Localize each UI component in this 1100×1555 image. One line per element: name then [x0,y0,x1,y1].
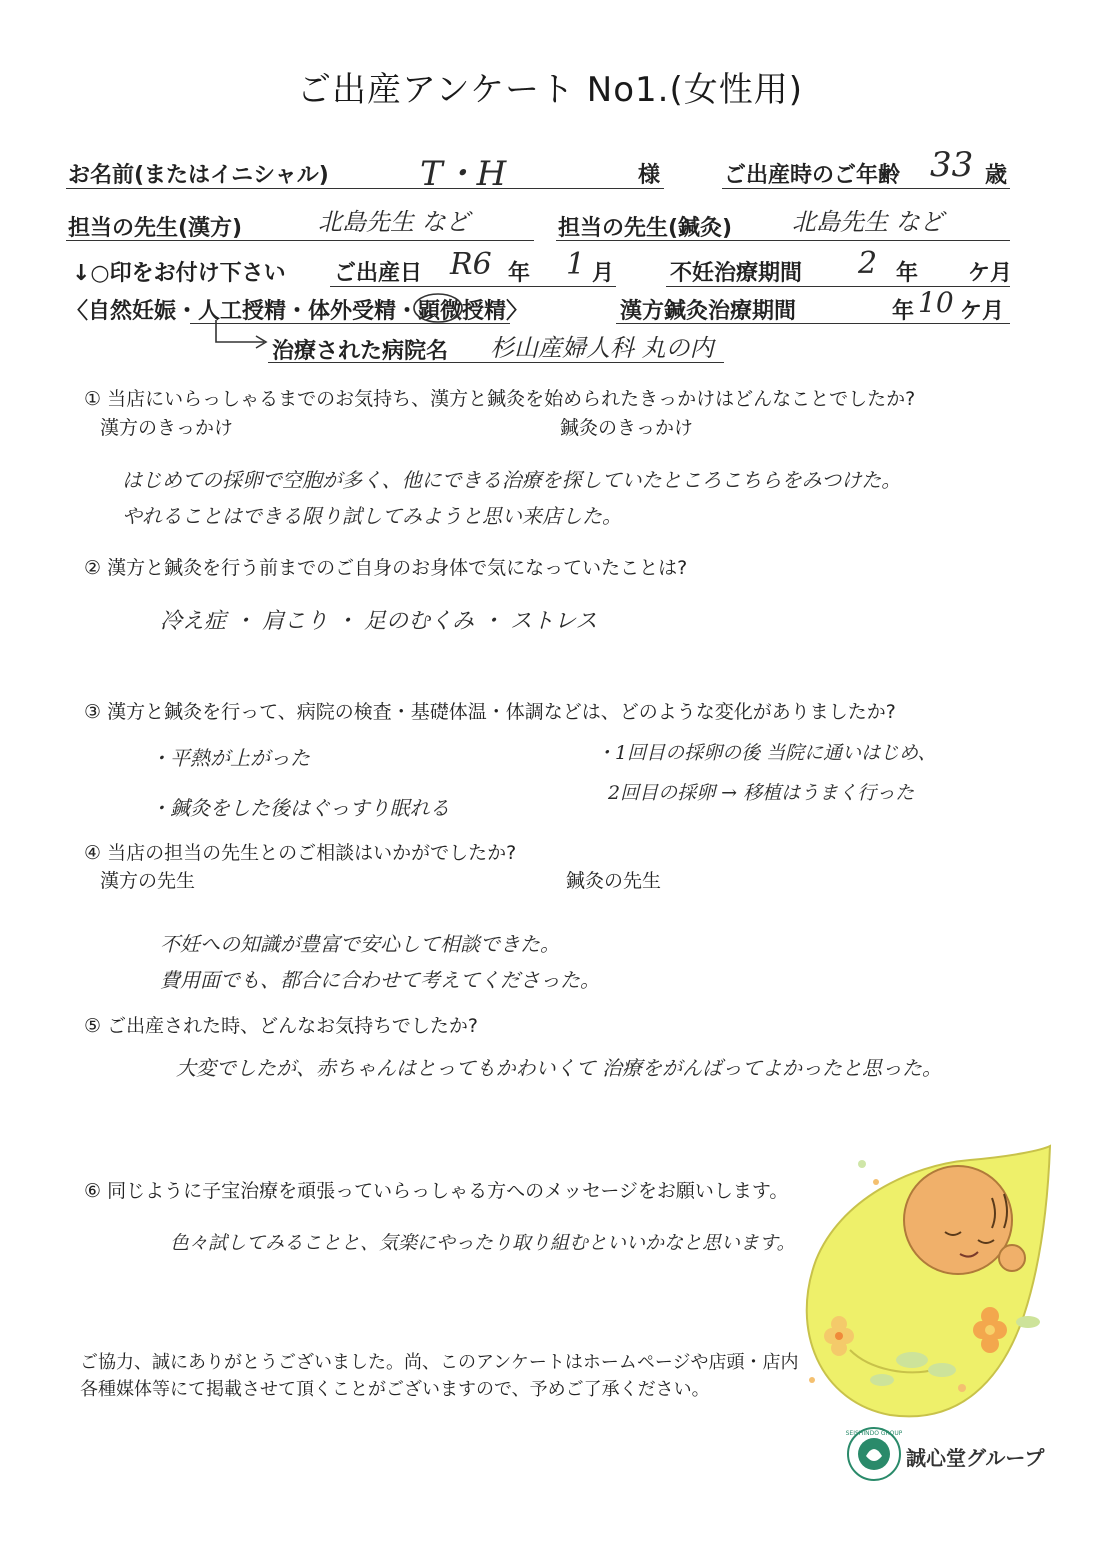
acu-teacher-label: 担当の先生(鍼灸) [558,216,733,241]
pregnancy-type-options: 〈自然妊娠・人工授精・体外受精・顕微授精〉 [66,299,529,324]
kampo-period-year-unit: 年 [892,299,915,324]
kampo-teacher-value: 北島先生 など [318,208,470,236]
q5-answer: 大変でしたが、赤ちゃんはとってもかわいくて 治療をがんばってよかったと思った。 [176,1056,942,1080]
footer-line-1: ご協力、誠にありがとうございました。尚、このアンケートはホームページや店頭・店内 [80,1352,799,1373]
q1-acu-subtitle: 鍼灸のきっかけ [560,417,694,439]
question-1: ① 当店にいらっしゃるまでのお気持ち、漢方と鍼灸を始められたきっかけはどんなことでしたか? [84,388,916,410]
q1-answer-line-2: やれることはできる限り試してみようと思い来店した。 [122,504,622,528]
month-unit: 月 [592,261,615,286]
kampo-period-underline [616,323,1010,324]
q4-answer-line-1: 不妊への知識が豊富で安心して相談できた。 [160,932,560,956]
kampo-period-month-unit: ケ月 [960,299,1005,324]
q1-kampo-subtitle: 漢方のきっかけ [100,417,234,439]
sama-label: 様 [638,163,661,188]
seishindo-logo-icon [846,1426,902,1482]
arrow-right-icon [212,318,272,354]
age-unit: 歳 [985,163,1008,188]
question-2: ② 漢方と鍼灸を行う前までのご自身のお身体で気になっていたことは? [84,557,688,579]
birth-date-underline [330,286,616,287]
age-value: 33 [930,145,974,185]
infertility-year-unit: 年 [896,261,919,286]
age-label: ご出産時のご年齢 [724,163,901,188]
kampo-teacher-underline [66,240,534,241]
page-title: ご出産アンケート No1.(女性用) [297,70,803,110]
infertility-month-unit: ケ月 [968,261,1013,286]
flower-decoration-icon [792,1300,1052,1410]
birth-date-label: ご出産日 [334,261,423,286]
selected-option-circle [410,290,466,326]
hospital-label: 治療された病院名 [272,339,449,364]
infertility-year-value: 2 [858,246,878,281]
year-unit: 年 [508,261,531,286]
q4-answer-line-2: 費用面でも、都合に合わせて考えてくださった。 [160,968,600,992]
brand-name: 誠心堂グループ [906,1446,1045,1470]
infertility-underline [666,286,1010,287]
infertility-label: 不妊治療期間 [670,261,803,286]
q6-answer: 色々試してみることと、気楽にやったり取り組むといいかなと思います。 [170,1232,796,1254]
age-underline [722,188,1010,189]
acu-teacher-value: 北島先生 など [792,208,944,236]
name-value: T・H [420,154,507,194]
q1-answer-line-1: はじめての採卵で空胞が多く、他にできる治療を探していたところこちらをみつけた。 [122,468,902,492]
kampo-period-month-value: 10 [918,286,954,319]
birth-month-value: 1 [566,247,586,282]
q4-kampo-subtitle: 漢方の先生 [100,870,196,892]
q3-answer-right-1: ・1回目の採卵の後 当院に通いはじめ、 [596,742,937,764]
question-6: ⑥ 同じように子宝治療を頑張っていらっしゃる方へのメッセージをお願いします。 [84,1180,789,1202]
q3-answer-left-1: ・平熱が上がった [150,746,310,770]
hospital-underline [268,362,724,363]
q2-answer: 冷え症 ・ 肩こり ・ 足のむくみ ・ ストレス [160,609,598,634]
question-3: ③ 漢方と鍼灸を行って、病院の検査・基礎体温・体調などは、どのような変化がありましたか? [84,701,896,723]
kampo-teacher-label: 担当の先生(漢方) [68,216,243,241]
circle-instruction: ↓○印をお付け下さい [72,261,286,286]
q4-acu-subtitle: 鍼灸の先生 [566,870,662,892]
question-5: ⑤ ご出産された時、どんなお気持ちでしたか? [84,1015,478,1037]
q3-answer-left-2: ・鍼灸をした後はぐっすり眠れる [150,796,450,820]
question-4: ④ 当店の担当の先生とのご相談はいかがでしたか? [84,842,517,864]
name-label: お名前(またはイニシャル) [68,163,329,188]
hospital-value: 杉山産婦人科 丸の内 [490,334,714,362]
q3-answer-right-2: 2回目の採卵 → 移植はうまく行った [608,782,915,804]
name-underline [66,188,664,189]
footer-line-2: 各種媒体等にて掲載させて頂くことがございますので、予めご了承ください。 [80,1379,710,1400]
birth-year-value: R6 [450,247,492,282]
acu-teacher-underline [556,240,1010,241]
logo-ring-text: SEISHINDO GROUP [846,1430,902,1437]
kampo-period-label: 漢方鍼灸治療期間 [620,299,797,324]
